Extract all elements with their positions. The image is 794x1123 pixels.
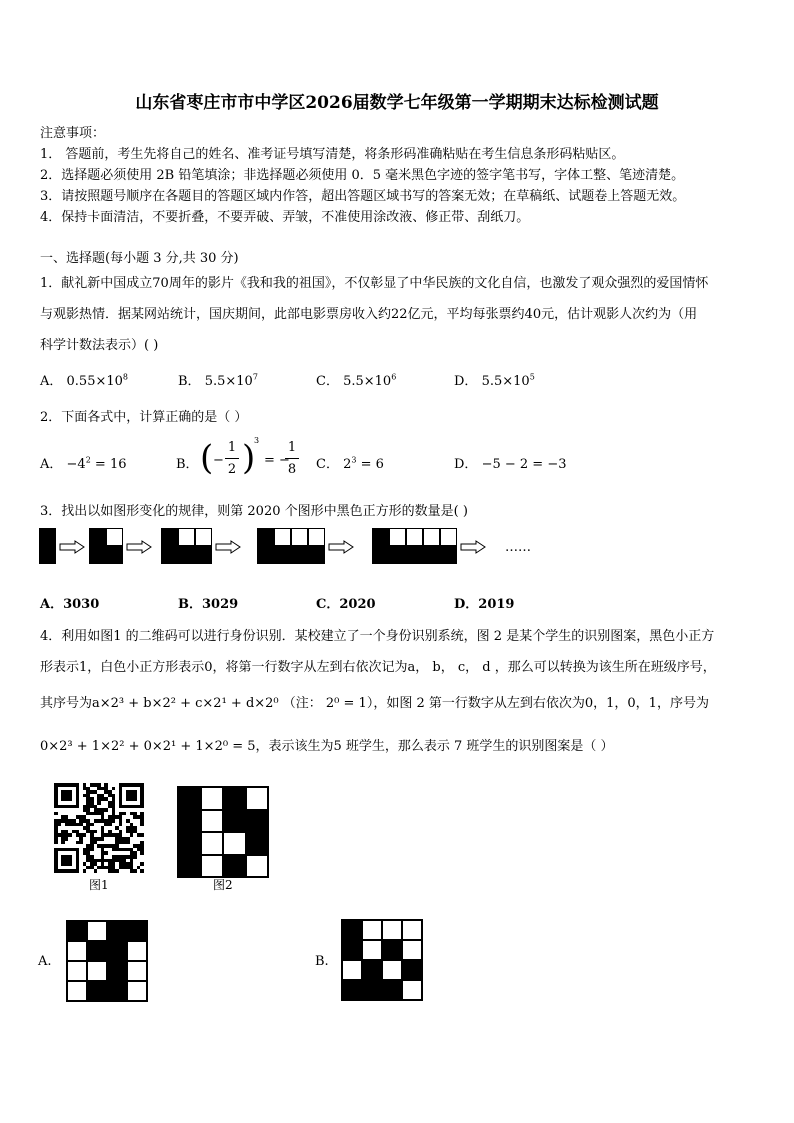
black-square bbox=[178, 810, 201, 833]
white-square bbox=[402, 920, 422, 940]
qr-module bbox=[119, 805, 144, 809]
qr-module bbox=[58, 823, 62, 827]
q4-option-b-pattern[interactable] bbox=[341, 919, 423, 1001]
q2-option-d[interactable]: D． −5 − 2 = −3 bbox=[454, 457, 567, 472]
white-square bbox=[67, 961, 87, 981]
black-square bbox=[223, 810, 246, 833]
pattern-figure bbox=[39, 528, 56, 564]
black-square bbox=[406, 546, 423, 564]
qr-module bbox=[104, 851, 108, 855]
black-square bbox=[372, 528, 389, 546]
question-1-line: 科学计数法表示）( ) bbox=[40, 338, 159, 353]
q1-option-d[interactable]: D． $5.5\times 10^5$ bbox=[454, 372, 535, 389]
qr-module bbox=[101, 837, 105, 841]
white-square bbox=[362, 920, 382, 940]
white-square bbox=[402, 980, 422, 1000]
figure-2-caption: 图2 bbox=[213, 878, 233, 892]
qr-module bbox=[140, 851, 144, 855]
question-3-stem: 3．找出以如图形变化的规律，则第 2020 个图形中黑色正方形的数量是( ) bbox=[40, 504, 468, 519]
qr-module bbox=[54, 841, 58, 845]
white-square bbox=[195, 528, 212, 546]
black-square bbox=[39, 546, 56, 564]
white-square bbox=[223, 832, 246, 855]
qr-module bbox=[112, 787, 116, 791]
white-square bbox=[201, 787, 224, 810]
white-square bbox=[246, 855, 269, 878]
black-square bbox=[389, 546, 406, 564]
white-square bbox=[382, 920, 402, 940]
white-square bbox=[67, 941, 87, 961]
black-square bbox=[106, 546, 123, 564]
pattern-figure bbox=[257, 528, 325, 564]
qr-module bbox=[94, 869, 98, 873]
q4-option-b-label[interactable]: B. bbox=[315, 954, 329, 969]
white-square bbox=[87, 961, 107, 981]
black-square bbox=[291, 546, 308, 564]
q2-option-a[interactable]: A． $-4^2 = 16$ bbox=[40, 455, 127, 472]
question-1-line: 1．献礼新中国成立70周年的影片《我和我的祖国》，不仅彰显了中华民族的文化自信，也激发了观众强烈的爱国情怀 bbox=[40, 276, 709, 291]
black-square bbox=[39, 528, 56, 546]
white-square bbox=[127, 961, 147, 981]
black-square bbox=[89, 546, 106, 564]
white-square bbox=[201, 832, 224, 855]
black-square bbox=[223, 787, 246, 810]
q1-option-c[interactable]: C． $5.5\times 10^6$ bbox=[316, 372, 397, 389]
qr-module bbox=[83, 869, 87, 873]
q4-option-a-label[interactable]: A. bbox=[38, 954, 52, 969]
figure-1-caption: 图1 bbox=[89, 878, 109, 892]
black-square bbox=[372, 546, 389, 564]
black-square bbox=[161, 546, 178, 564]
pattern-figure bbox=[161, 528, 212, 564]
qr-module bbox=[126, 841, 130, 845]
white-square bbox=[246, 787, 269, 810]
black-square bbox=[402, 960, 422, 980]
qr-module bbox=[54, 869, 79, 873]
pattern-figure bbox=[372, 528, 457, 564]
arrow-icon bbox=[215, 540, 241, 554]
q3-option-c[interactable]: C．2020 bbox=[316, 597, 376, 612]
arrow-icon bbox=[460, 540, 486, 554]
white-square bbox=[201, 810, 224, 833]
black-square bbox=[274, 546, 291, 564]
section-heading: 一、选择题(每小题 3 分,共 30 分) bbox=[40, 251, 239, 266]
black-square bbox=[195, 546, 212, 564]
white-square bbox=[362, 940, 382, 960]
black-square bbox=[342, 980, 362, 1000]
black-square bbox=[161, 528, 178, 546]
black-square bbox=[257, 528, 274, 546]
question-2-stem: 2．下面各式中，计算正确的是（ ） bbox=[40, 410, 248, 425]
notice-item: 2．选择题必须使用 2B 铅笔填涂；非选择题必须使用 0．5 毫米黑色字迹的签字笔书写，字体工整、笔迹清楚。 bbox=[40, 168, 685, 183]
black-square bbox=[246, 810, 269, 833]
white-square bbox=[440, 528, 457, 546]
qr-module bbox=[79, 841, 83, 845]
qr-code-image bbox=[54, 783, 144, 873]
black-square bbox=[362, 960, 382, 980]
question-4-line: 4．利用如图1 的二维码可以进行身份识别．某校建立了一个身份识别系统，图 2 是某个学生的识别图案，黑色小正方 bbox=[40, 629, 715, 644]
black-square bbox=[342, 920, 362, 940]
qr-module bbox=[68, 833, 72, 837]
pattern-figure bbox=[89, 528, 123, 564]
black-square bbox=[178, 546, 195, 564]
arrow-icon bbox=[126, 540, 152, 554]
qr-module bbox=[61, 841, 65, 845]
qr-module bbox=[61, 790, 72, 801]
ellipsis: …… bbox=[505, 540, 531, 555]
black-square bbox=[382, 940, 402, 960]
black-square bbox=[223, 855, 246, 878]
qr-module bbox=[140, 823, 144, 827]
black-square bbox=[107, 961, 127, 981]
q4-option-a-pattern[interactable] bbox=[66, 920, 148, 1002]
black-square bbox=[308, 546, 325, 564]
black-square bbox=[107, 941, 127, 961]
white-square bbox=[389, 528, 406, 546]
black-square bbox=[246, 832, 269, 855]
qr-module bbox=[115, 869, 119, 873]
arrow-icon bbox=[328, 540, 354, 554]
white-square bbox=[342, 960, 362, 980]
black-square bbox=[107, 921, 127, 941]
white-square bbox=[423, 528, 440, 546]
notice-heading: 注意事项： bbox=[40, 126, 106, 141]
qr-module bbox=[104, 808, 108, 812]
white-square bbox=[201, 855, 224, 878]
question-4-line: 其序号为a×2³ + b×2² + c×2¹ + d×2⁰ （注： 2⁰ = 1），如图 2 第一行数字从左到右依次为0，1，0，1，序号为 bbox=[40, 696, 709, 711]
black-square bbox=[87, 941, 107, 961]
qr-module bbox=[97, 801, 101, 805]
black-square bbox=[127, 921, 147, 941]
black-square bbox=[178, 855, 201, 878]
black-square bbox=[257, 546, 274, 564]
white-square bbox=[274, 528, 291, 546]
qr-module bbox=[122, 812, 126, 816]
page-title: 山东省枣庄市市中学区2026届数学七年级第一学期期末达标检测试题 bbox=[135, 93, 659, 113]
qr-module bbox=[65, 837, 69, 841]
qr-module bbox=[54, 805, 79, 809]
white-square bbox=[127, 941, 147, 961]
white-square bbox=[178, 528, 195, 546]
qr-module bbox=[94, 830, 98, 834]
notice-item: 4．保持卡面清洁，不要折叠，不要弄破、弄皱，不准使用涂改液、修正带、刮纸刀。 bbox=[40, 210, 530, 225]
black-square bbox=[178, 787, 201, 810]
qr-module bbox=[90, 848, 94, 852]
black-square bbox=[107, 981, 127, 1001]
white-square bbox=[308, 528, 325, 546]
q1-option-b[interactable]: B． $5.5\times 10^7$ bbox=[178, 372, 258, 389]
black-square bbox=[342, 940, 362, 960]
qr-module bbox=[112, 819, 116, 823]
q3-option-a[interactable]: A．3030 bbox=[40, 597, 100, 612]
black-square bbox=[178, 832, 201, 855]
qr-module bbox=[126, 790, 137, 801]
q2-option-c[interactable]: C． $2^3 = 6$ bbox=[316, 455, 384, 472]
black-square bbox=[89, 528, 106, 546]
black-square bbox=[382, 980, 402, 1000]
white-square bbox=[127, 981, 147, 1001]
notice-item: 1． 答题前，考生先将自己的姓名、准考证号填写清楚，将条形码准确粘贴在考生信息条形码粘贴区。 bbox=[40, 147, 625, 162]
question-4-line: 0×2³ + 1×2² + 0×2¹ + 1×2⁰ = 5，表示该生为5 班学生，那么表示 7 班学生的识别图案是（ ） bbox=[40, 739, 614, 754]
qr-module bbox=[140, 862, 144, 866]
white-square bbox=[382, 960, 402, 980]
black-square bbox=[67, 921, 87, 941]
white-square bbox=[291, 528, 308, 546]
arrow-icon bbox=[59, 540, 85, 554]
qr-module bbox=[133, 855, 137, 859]
qr-module bbox=[83, 833, 87, 837]
qr-module bbox=[61, 855, 72, 866]
black-square bbox=[423, 546, 440, 564]
qr-module bbox=[140, 833, 144, 837]
q3-option-d[interactable]: D．2019 bbox=[454, 597, 515, 612]
white-square bbox=[87, 921, 107, 941]
qr-module bbox=[108, 823, 112, 827]
black-square bbox=[440, 546, 457, 564]
white-square bbox=[402, 940, 422, 960]
notice-item: 3．请按照题号顺序在各题目的答题区域内作答，超出答题区域书写的答案无效；在草稿纸、试题卷上答题无效。 bbox=[40, 189, 686, 204]
qr-module bbox=[54, 812, 58, 816]
qr-module bbox=[140, 869, 144, 873]
white-square bbox=[106, 528, 123, 546]
figure-2-pattern bbox=[177, 786, 269, 878]
white-square bbox=[406, 528, 423, 546]
black-square bbox=[87, 981, 107, 1001]
q1-option-a[interactable]: A． $0.55\times 10^8$ bbox=[40, 372, 129, 389]
qr-module bbox=[90, 823, 94, 827]
qr-module bbox=[133, 869, 137, 873]
question-1-line: 与观影热情．据某网站统计，国庆期间，此部电影票房收入约22亿元，平均每张票约40元，估计观影人次约为（用 bbox=[40, 307, 698, 322]
question-4-line: 形表示1，白色小正方形表示0，将第一行数字从左到右依次记为a， b， c， d ，那么可以转换为该生所在班级序号， bbox=[40, 660, 716, 675]
qr-module bbox=[119, 823, 123, 827]
qr-module bbox=[130, 833, 134, 837]
q3-option-b[interactable]: B．3029 bbox=[178, 597, 239, 612]
white-square bbox=[67, 981, 87, 1001]
black-square bbox=[362, 980, 382, 1000]
